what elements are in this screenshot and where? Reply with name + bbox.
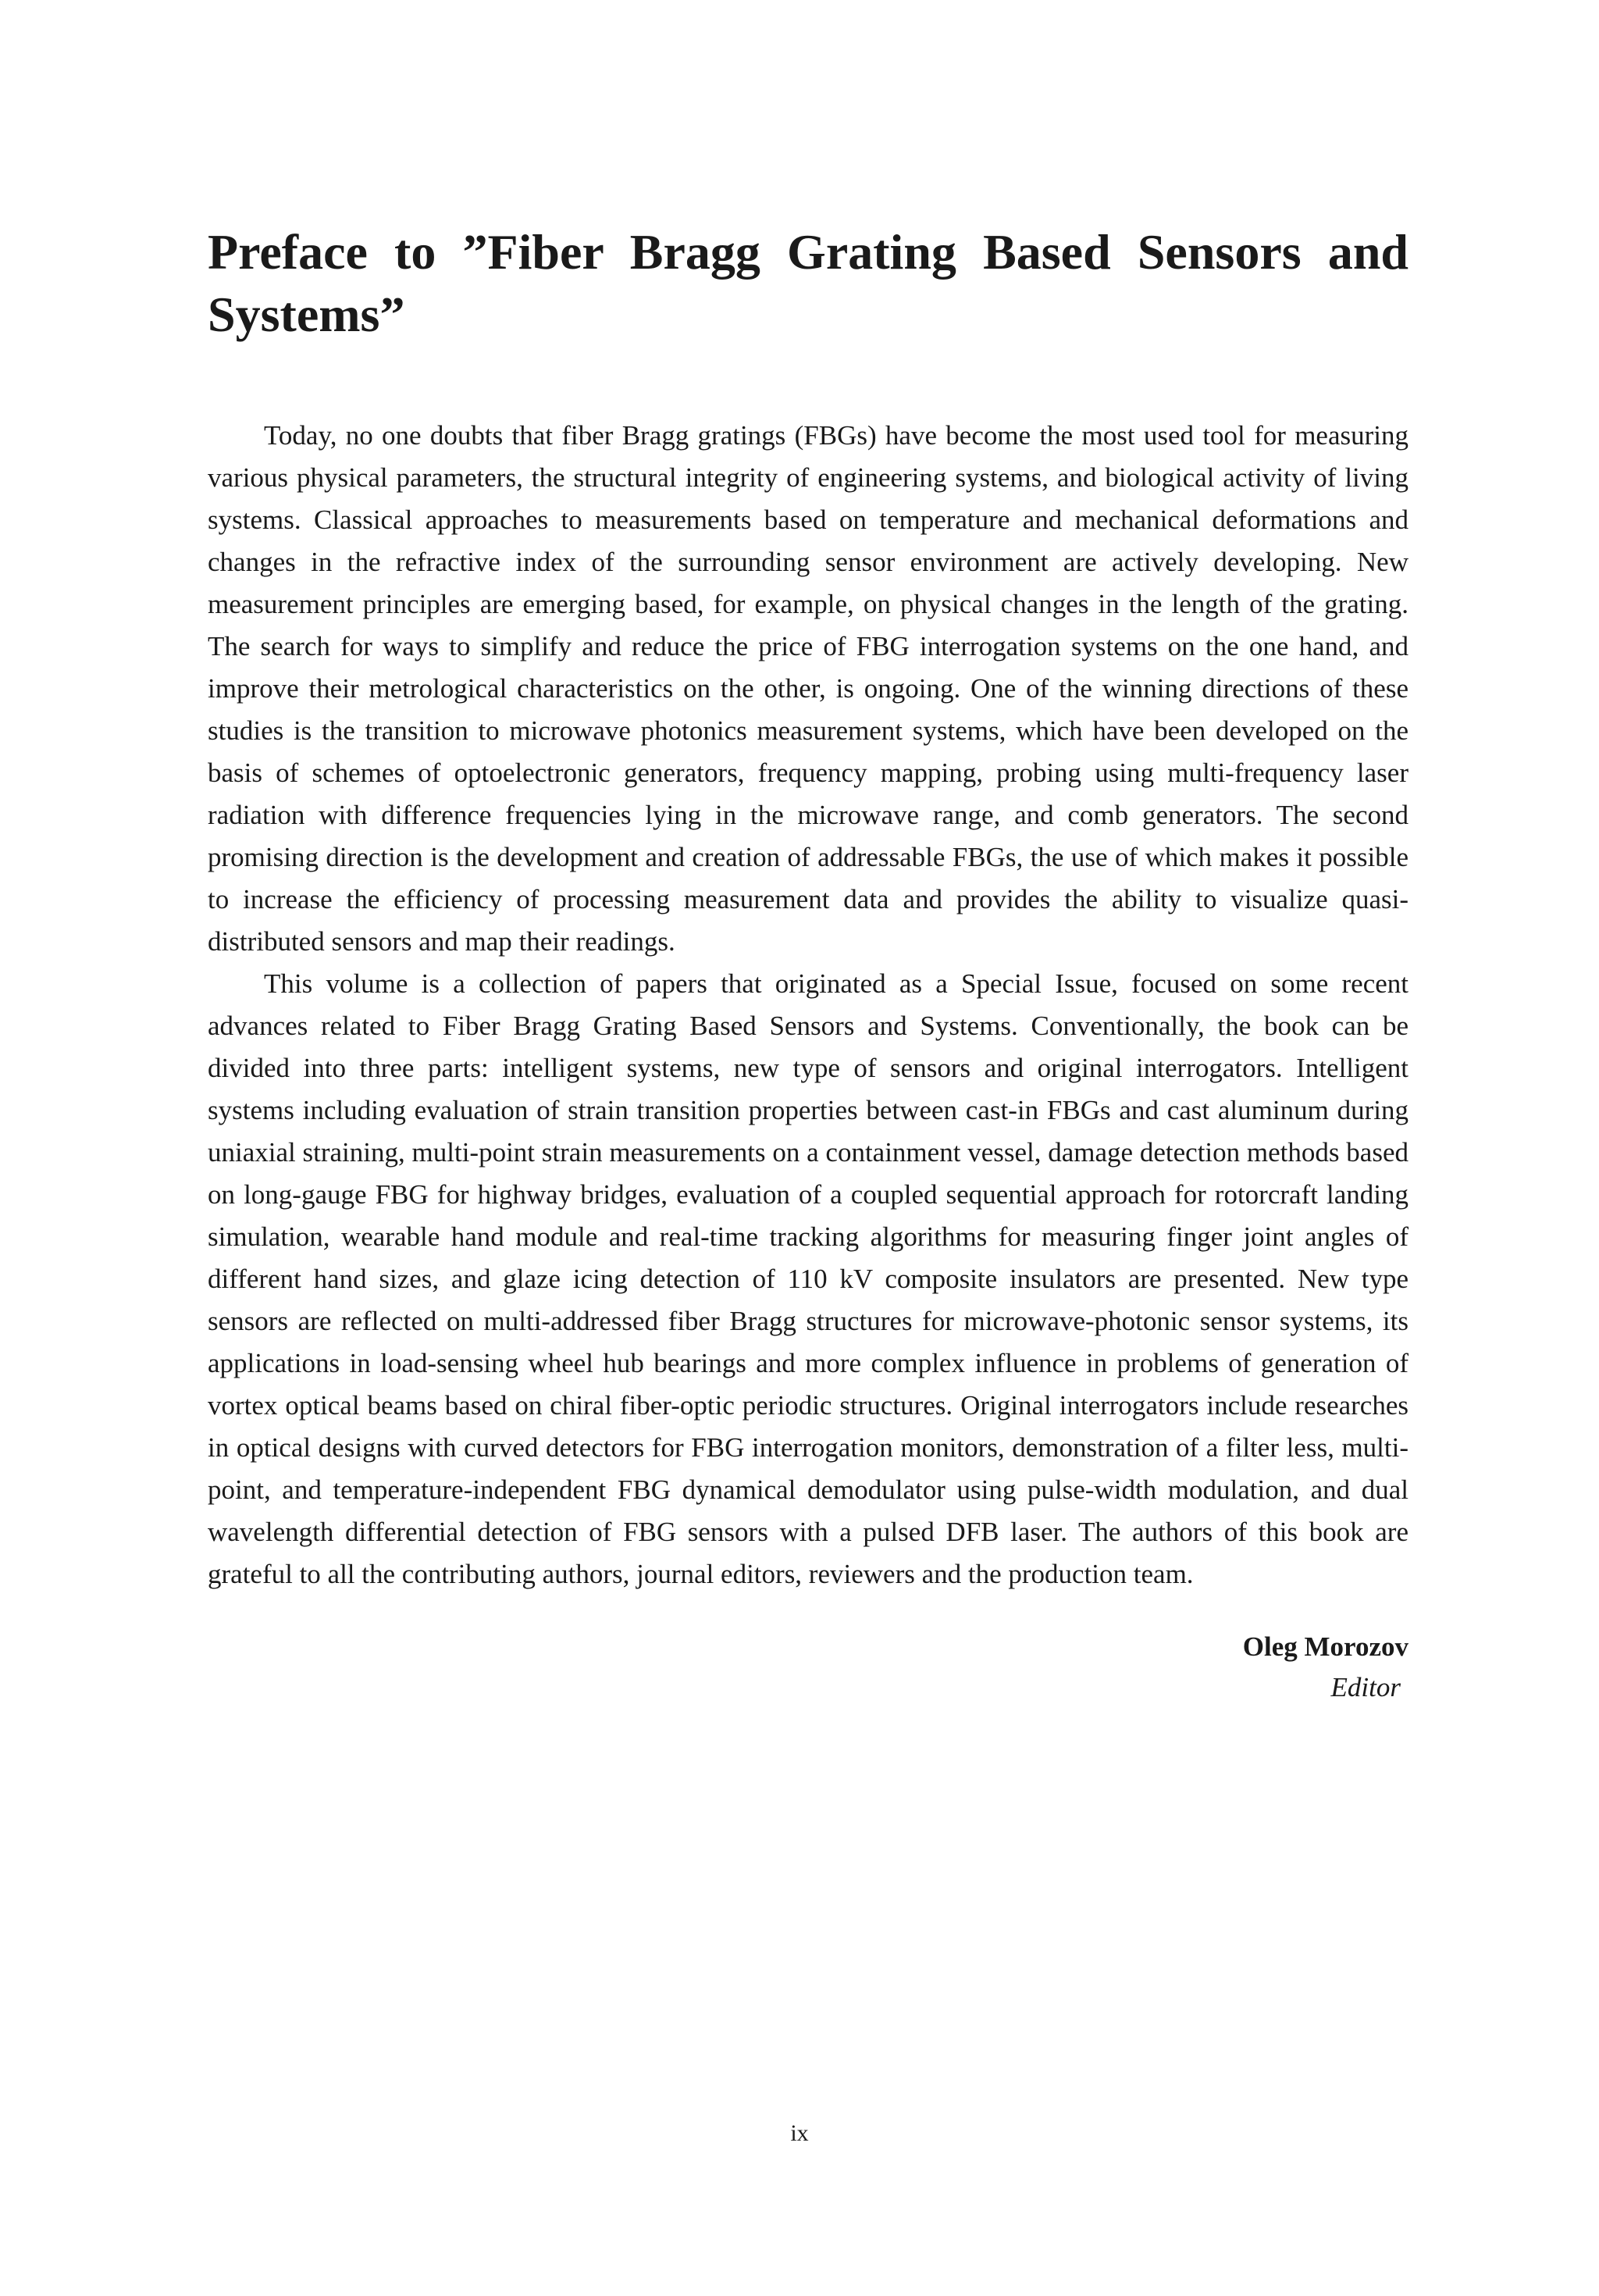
page-number: ix — [790, 2120, 809, 2146]
paragraph-volume-summary: This volume is a collection of papers that originated as a Special Issue, focused on some recent advances related to Fiber Bragg Grating Based Sensors and Systems. Conventionally, the book can be divided into three parts: intelligent systems, new type of sensors and original interrogators. Intelligent systems including evaluation of strain transition properties between cast-in FBGs and cast aluminum during uniaxial straining, multi-point strain measurements on a containment vessel, damage detection methods based on long-gauge FBG for highway bridges, evaluation of a coupled sequential approach for rotorcraft landing simulation, wearable hand module and real-time tracking algorithms for measuring finger joint angles of different hand sizes, and glaze icing detection of 110 kV composite insulators are presented. New type sensors are reflected on multi-addressed fiber Bragg structures for microwave-photonic sensor systems, its applications in load-sensing wheel hub bearings and more complex influence in problems of generation of vortex optical beams based on chiral fiber-optic periodic structures. Original interrogators include researches in optical designs with curved detectors for FBG interrogation monitors, demonstration of a filter less, multi-point, and temperature-independent FBG dynamical demodulator using pulse-width modulation, and dual wavelength differential detection of FBG sensors with a pulsed DFB laser. The authors of this book are grateful to all the contributing authors, journal editors, reviewers and the production team. — [208, 968, 1408, 1589]
paragraph-intro: Today, no one doubts that fiber Bragg gratings (FBGs) have become the most used tool for measuring various physical parameters, the structural integrity of engineering systems, and biological activity of living systems. Classical approaches to measurements based on temperature and mechanical deformations and changes in the refractive index of the surrounding sensor environment are actively developing. New measurement principles are emerging based, for example, on physical changes in the length of the grating. The search for ways to simplify and reduce the price of FBG interrogation systems on the one hand, and improve their metrological characteristics on the other, is ongoing. One of the winning directions of these studies is the transition to microwave photonics measurement systems, which have been developed on the basis of schemes of optoelectronic generators, frequency mapping, probing using multi-frequency laser radiation with difference frequencies lying in the microwave range, and comb generators. The second promising direction is the development and creation of addressable FBGs, the use of which makes it possible to increase the efficiency of processing measurement data and provides the ability to visualize quasi-distributed sensors and map their readings. — [208, 420, 1408, 957]
signature-name: Oleg Morozov — [1242, 1631, 1408, 1662]
preface-body — [208, 415, 1408, 1595]
page-title: Preface to ”Fiber Bragg Grating Based Sensors and Systems” — [208, 224, 1408, 342]
page-content — [208, 221, 1408, 1708]
signature-role: Editor — [1330, 1672, 1401, 1702]
signature-block — [208, 1627, 1408, 1708]
